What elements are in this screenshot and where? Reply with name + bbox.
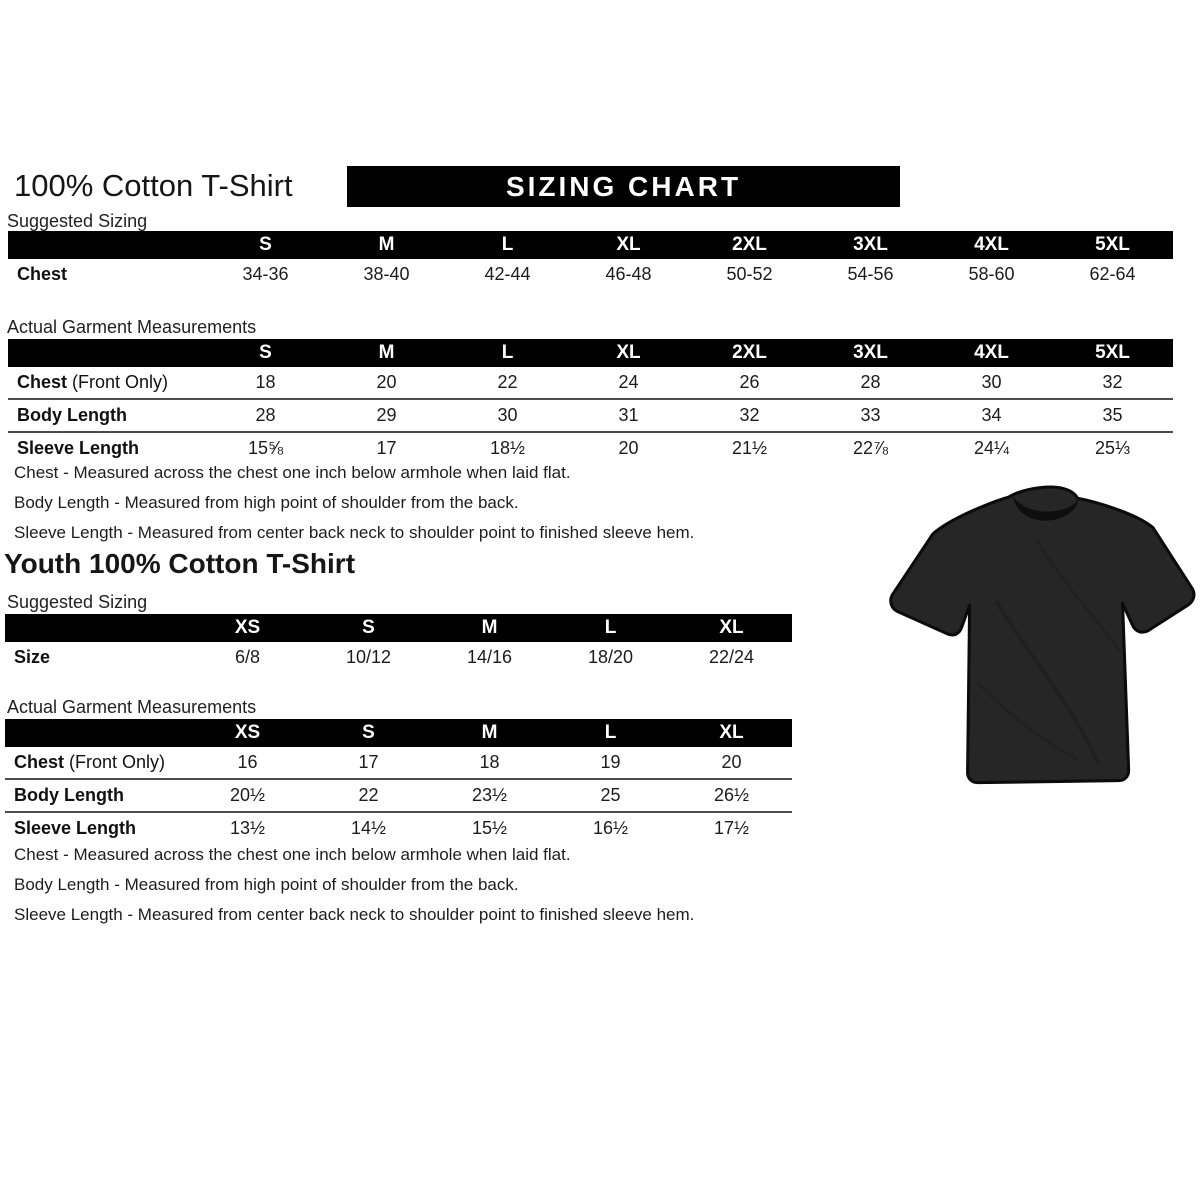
column-header: 2XL [689, 231, 810, 259]
table-header-row [5, 614, 792, 642]
cell-value: 32 [1102, 372, 1123, 392]
adult-suggested-sizing-table [8, 231, 1173, 290]
note-chest: Chest - Measured across the chest one inch below armhole when laid flat. [14, 845, 571, 864]
cell-value: 13½ [187, 812, 308, 844]
cell-value: 17 [358, 752, 379, 772]
column-header: M [326, 339, 447, 367]
row-label: Body Length [8, 399, 205, 432]
adult-suggested-sizing-label: Suggested Sizing [7, 211, 148, 231]
cell-value: 29 [326, 399, 447, 432]
table-row [5, 779, 792, 812]
column-header: 4XL [931, 231, 1052, 259]
cell-value: 46-48 [605, 264, 652, 284]
black-tshirt-graphic [884, 478, 1200, 812]
table-header-row [8, 339, 1173, 367]
youth-actual-measurements-label: Actual Garment Measurements [7, 697, 257, 717]
column-header: 4XL [931, 339, 1052, 367]
column-header: S [308, 614, 429, 642]
column-header: 3XL [810, 231, 931, 259]
cell-value: 25⅓ [1052, 432, 1173, 464]
cell-value: 17½ [671, 812, 792, 844]
cell-value: 15½ [429, 812, 550, 844]
column-header: XS [187, 719, 308, 747]
youth-actual-measurements-table [5, 719, 792, 844]
adult-actual-measurements-table [8, 339, 1173, 464]
cell-value: 58-60 [968, 264, 1015, 284]
column-header: S [205, 339, 326, 367]
cell-value: 18½ [447, 432, 568, 464]
table-header-row [8, 231, 1173, 259]
cell-value: 17 [326, 432, 447, 464]
cell-value: 35 [1052, 399, 1173, 432]
cell-value: 38-40 [363, 264, 410, 284]
cell-value: 19 [600, 752, 621, 772]
note-body-length: Body Length - Measured from high point of shoulder from the back. [14, 875, 519, 894]
cell-value: 14½ [308, 812, 429, 844]
adult-measurement-notes [14, 458, 694, 548]
column-header: M [429, 719, 550, 747]
row-label: Chest (Front Only) [17, 372, 169, 392]
cell-value: 18/20 [587, 647, 634, 667]
column-header: XL [671, 719, 792, 747]
page-title: 100% Cotton T-Shirt [14, 168, 293, 203]
table-row [5, 747, 792, 779]
cell-value: 22 [497, 372, 518, 392]
column-header: XL [568, 339, 689, 367]
table-header-row [5, 719, 792, 747]
cell-value: 34 [931, 399, 1052, 432]
column-header: 5XL [1052, 339, 1173, 367]
table-row [8, 399, 1173, 432]
cell-value: 6/8 [234, 647, 261, 667]
cell-value: 28 [205, 399, 326, 432]
column-header: L [447, 339, 568, 367]
cell-value: 10/12 [345, 647, 392, 667]
sizing-chart-banner: SIZING CHART [347, 166, 900, 207]
tshirt-product-image [884, 478, 1200, 812]
column-header: M [326, 231, 447, 259]
cell-value: 26 [739, 372, 760, 392]
cell-value: 62-64 [1089, 264, 1136, 284]
cell-value: 18 [255, 372, 276, 392]
cell-value: 54-56 [847, 264, 894, 284]
column-header: XL [671, 614, 792, 642]
cell-value: 25 [550, 779, 671, 812]
column-header: S [308, 719, 429, 747]
youth-suggested-sizing-label: Suggested Sizing [7, 592, 148, 612]
cell-value: 24 [618, 372, 639, 392]
column-header: XL [568, 231, 689, 259]
row-label: Chest [17, 264, 68, 284]
cell-value: 21½ [689, 432, 810, 464]
note-body-length: Body Length - Measured from high point of shoulder from the back. [14, 493, 519, 512]
cell-value: 23½ [429, 779, 550, 812]
cell-value: 16 [237, 752, 258, 772]
row-label: Chest (Front Only) [14, 752, 166, 772]
cell-value: 24¼ [931, 432, 1052, 464]
note-chest: Chest - Measured across the chest one inch below armhole when laid flat. [14, 463, 571, 482]
column-header: S [205, 231, 326, 259]
cell-value: 15⅝ [205, 432, 326, 464]
cell-value: 32 [689, 399, 810, 432]
cell-value: 31 [568, 399, 689, 432]
cell-value: 18 [479, 752, 500, 772]
column-header: L [447, 231, 568, 259]
cell-value: 42-44 [484, 264, 531, 284]
table-row [8, 367, 1173, 399]
cell-value: 26½ [671, 779, 792, 812]
cell-value: 30 [981, 372, 1002, 392]
column-header: XS [187, 614, 308, 642]
adult-actual-measurements-label: Actual Garment Measurements [7, 317, 257, 337]
cell-value: 22/24 [708, 647, 755, 667]
column-header: 3XL [810, 339, 931, 367]
cell-value: 20½ [187, 779, 308, 812]
column-header-blank [5, 719, 187, 747]
row-label: Size [14, 647, 51, 667]
cell-value: 34-36 [242, 264, 289, 284]
row-label: Body Length [5, 779, 187, 812]
table-row [8, 259, 1173, 290]
cell-value: 33 [810, 399, 931, 432]
cell-value: 20 [721, 752, 742, 772]
cell-value: 20 [568, 432, 689, 464]
row-label: Sleeve Length [5, 812, 187, 844]
column-header: M [429, 614, 550, 642]
column-header: 5XL [1052, 231, 1173, 259]
row-label: Sleeve Length [8, 432, 205, 464]
cell-value: 22⅞ [810, 432, 931, 464]
column-header-blank [5, 614, 187, 642]
cell-value: 20 [376, 372, 397, 392]
cell-value: 50-52 [726, 264, 773, 284]
column-header: L [550, 614, 671, 642]
youth-measurement-notes [14, 840, 694, 930]
column-header-blank [8, 339, 205, 367]
youth-suggested-sizing-table [5, 614, 792, 673]
cell-value: 30 [447, 399, 568, 432]
column-header-blank [8, 231, 205, 259]
cell-value: 22 [308, 779, 429, 812]
youth-section-title: Youth 100% Cotton T-Shirt [4, 548, 356, 579]
table-row [5, 642, 792, 673]
column-header: 2XL [689, 339, 810, 367]
note-sleeve-length: Sleeve Length - Measured from center back neck to shoulder point to finished sleeve hem. [14, 905, 695, 924]
cell-value: 16½ [550, 812, 671, 844]
cell-value: 28 [860, 372, 881, 392]
cell-value: 14/16 [466, 647, 513, 667]
note-sleeve-length: Sleeve Length - Measured from center back neck to shoulder point to finished sleeve hem. [14, 523, 695, 542]
column-header: L [550, 719, 671, 747]
